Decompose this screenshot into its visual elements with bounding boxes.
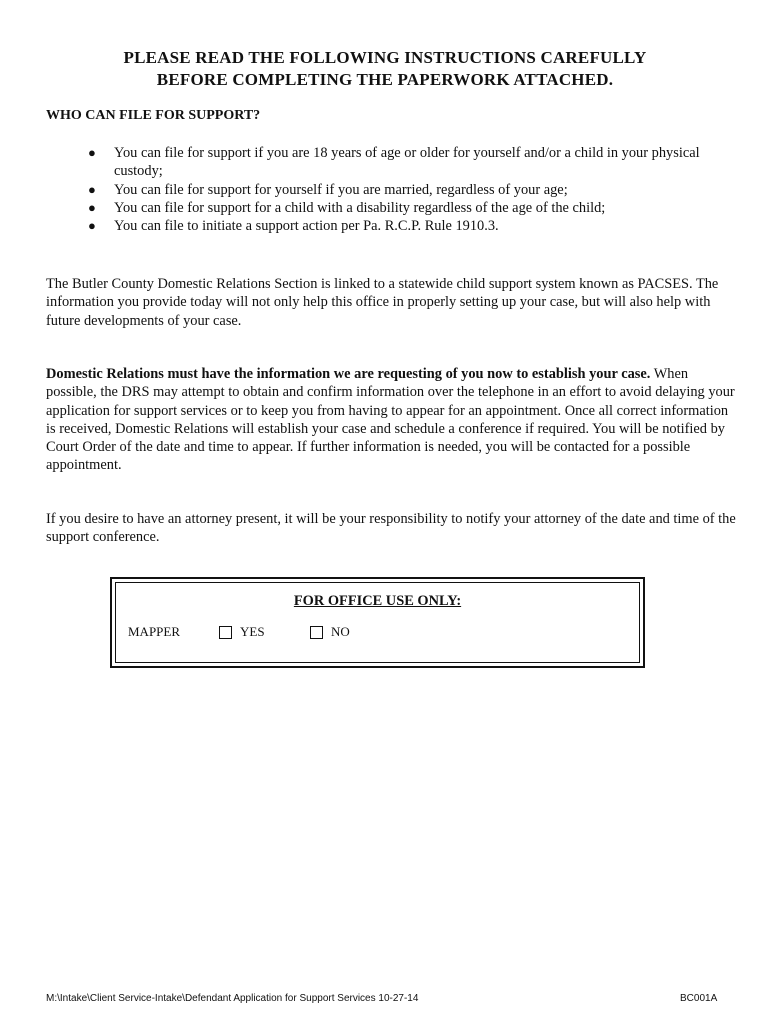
bullet-icon: ●: [88, 218, 96, 234]
mapper-yes-checkbox[interactable]: [219, 626, 232, 639]
title-line-1: PLEASE READ THE FOLLOWING INSTRUCTIONS CAREFULLY: [123, 48, 647, 67]
office-use-box: [110, 577, 645, 668]
section-heading: WHO CAN FILE FOR SUPPORT?: [46, 108, 261, 123]
office-use-title: FOR OFFICE USE ONLY:: [293, 593, 462, 609]
paragraph-lead-bold: Domestic Relations must have the information we are requesting of you now to establish your case.: [46, 366, 651, 382]
paragraph-attorney: If you desire to have an attorney present, it will be your responsibility to notify your attorney of the date and time of the support conference.: [46, 511, 736, 546]
mapper-no-checkbox[interactable]: [310, 626, 323, 639]
footer-file-path: M:\Intake\Client Service-Intake\Defendant Application for Support Services 10-27-14: [46, 993, 419, 1004]
paragraph-pacses: The Butler County Domestic Relations Section is linked to a statewide child support system known as PACSES. The information you provide today will not only help this office in properly setting up your case, but will also help with future developments of your case.: [46, 276, 719, 329]
list-item: ● You can file for support if you are 18 years of age or older for yourself and/or a child in your physical custody;: [88, 145, 700, 180]
paragraph-information-required: [46, 365, 736, 475]
footer-form-code: BC001A: [680, 993, 718, 1004]
bullet-icon: ●: [88, 199, 96, 215]
bullet-icon: ●: [88, 145, 96, 160]
list-item: ● You can file for support for a child with a disability regardless of the age of the child;: [88, 199, 606, 216]
list-item: ● You can file for support for yourself if you are married, regardless of your age;: [88, 181, 568, 198]
bullet-icon: ●: [88, 181, 96, 197]
mapper-no-label: NO: [331, 624, 350, 639]
bullet-list: [88, 144, 718, 235]
mapper-label: MAPPER: [128, 624, 181, 639]
office-use-inner-border: [115, 582, 640, 663]
title-line-2: BEFORE COMPLETING THE PAPERWORK ATTACHED.: [156, 70, 614, 89]
mapper-yes-label: YES: [240, 624, 265, 639]
list-item: ● You can file to initiate a support action per Pa. R.C.P. Rule 1910.3.: [88, 218, 499, 235]
paragraph-body: When possible, the DRS may attempt to obtain and confirm information over the telephone in an effort to avoid delaying your application for support services or to keep you from having to appear for an appointment. Once all correct information is received, Domestic Relations will establish your case and schedule a conference if required. You will be notified by Court Order of the date and time to appear. If further information is needed, you will be contacted for a possible appointment.: [46, 366, 735, 474]
document-title: [0, 47, 770, 91]
